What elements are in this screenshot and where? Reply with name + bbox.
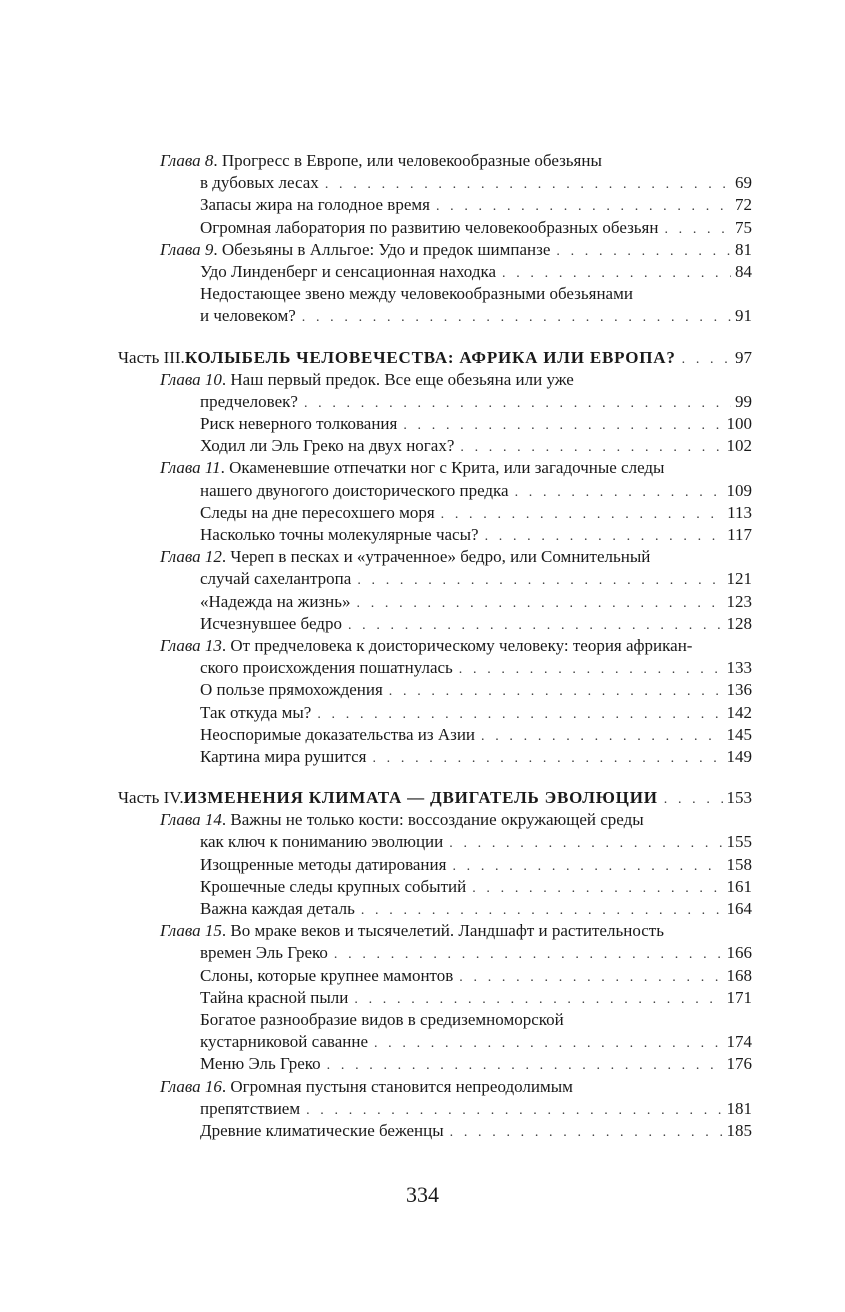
dot-leader	[361, 900, 723, 922]
toc-line	[118, 480, 752, 502]
toc-line	[118, 1031, 752, 1053]
toc-line	[118, 987, 752, 1009]
page-number: 161	[726, 876, 752, 896]
chapter-label: Глава 16	[160, 1076, 222, 1096]
page-number: 97	[735, 347, 752, 367]
section-title-cont: кустарниковой саванне	[200, 1032, 368, 1052]
toc-line	[118, 457, 752, 479]
chapter-title-cont: как ключ к пониманию эволюции	[200, 832, 444, 852]
section-title: Слоны, которые крупнее мамонтов	[200, 965, 454, 985]
section-title: Так откуда мы?	[200, 702, 312, 722]
section-title: Насколько точны молекулярные часы?	[200, 525, 479, 544]
page-number: 109	[726, 480, 752, 500]
section-title: Крошечные следы крупных событий	[200, 876, 467, 896]
dot-leader	[449, 833, 722, 855]
page-number: 133	[726, 658, 752, 678]
toc-line	[118, 150, 752, 172]
dot-leader	[304, 393, 731, 415]
dot-leader	[389, 681, 723, 703]
page-number: 99	[735, 391, 752, 411]
chapter-label: Глава 11	[160, 458, 221, 478]
page-number: 164	[726, 899, 752, 918]
chapter-title: . Огромная пустыня становится непреодолимым	[221, 1076, 573, 1096]
page-number: 75	[735, 217, 752, 237]
dot-leader	[357, 593, 723, 615]
dot-leader	[334, 944, 723, 966]
chapter-label: Глава 13	[160, 635, 222, 655]
dot-leader	[472, 878, 722, 900]
toc-line	[118, 746, 752, 768]
page-folio: 334	[406, 1182, 439, 1207]
page-number: 158	[726, 854, 752, 874]
part-title: ИЗМЕНЕНИЯ КЛИМАТА — ДВИГАТЕЛЬ ЭВОЛЮЦИИ	[183, 788, 658, 808]
dot-leader	[317, 704, 722, 726]
chapter-title: . Окаменевшие отпечатки ног с Крита, или загадочные следы	[220, 458, 665, 478]
toc-line	[118, 854, 752, 876]
dot-leader	[325, 174, 731, 196]
part-label: Часть IV.	[118, 788, 184, 808]
page-number: 128	[726, 613, 752, 633]
section-title: Меню Эль Греко	[200, 1054, 321, 1074]
toc-line	[118, 194, 752, 216]
toc-line	[118, 679, 752, 701]
toc-line	[118, 391, 752, 413]
toc-line	[118, 942, 752, 964]
toc-part-line	[118, 787, 752, 809]
dot-leader	[664, 219, 731, 241]
dot-leader	[450, 1122, 723, 1144]
section-title: О пользе прямохождения	[200, 680, 383, 700]
dot-leader	[327, 1055, 723, 1077]
chapter-title: . Прогресс в Европе, или человекообразные обезьяны	[213, 151, 602, 170]
section-title: Изощренные методы датирования	[200, 854, 447, 874]
chapter-title-cont: ского происхождения пошатнулась	[200, 658, 453, 678]
chapter-title-cont: случай сахелантропа	[200, 569, 352, 589]
toc-line	[118, 724, 752, 746]
toc-line	[118, 657, 752, 679]
toc-line	[118, 283, 752, 305]
page-number: 84	[735, 261, 752, 281]
toc-line	[118, 920, 752, 942]
page-number: 149	[726, 746, 752, 766]
page-number: 176	[726, 1054, 752, 1074]
section-title: Ходил ли Эль Греко на двух ногах?	[200, 436, 455, 456]
chapter-label: Глава 10	[160, 369, 222, 389]
dot-leader	[374, 1033, 723, 1055]
section-title: Недостающее звено между человекообразными обезьянами	[200, 284, 633, 304]
toc-line	[118, 1009, 752, 1031]
page-number: 155	[726, 832, 752, 852]
chapter-title-cont: предчеловек?	[200, 391, 298, 411]
dot-leader	[436, 196, 731, 218]
page-number: 174	[726, 1032, 752, 1052]
toc-line	[118, 239, 752, 261]
chapter-label: Глава 8	[160, 151, 214, 170]
section-title: Удо Линденберг и сенсационная находка	[200, 261, 497, 281]
chapter-title: . Наш первый предок. Все еще обезьяна или уже	[221, 369, 574, 389]
chapter-title: . Обезьяны в Алльгое: Удо и предок шимпанзе	[213, 239, 551, 259]
page-number: 100	[726, 414, 752, 434]
dot-leader	[459, 967, 722, 989]
chapter-label: Глава 15	[160, 921, 222, 941]
dot-leader	[372, 748, 722, 770]
dot-leader	[302, 307, 731, 329]
toc-line	[118, 809, 752, 831]
toc-line	[118, 568, 752, 590]
chapter-label: Глава 9	[160, 239, 214, 259]
page-number: 121	[726, 569, 752, 589]
section-title-cont: и человеком?	[200, 306, 296, 326]
section-title: Риск неверного толкования	[200, 414, 398, 434]
section-title: Неоспоримые доказательства из Азии	[200, 724, 476, 744]
dot-leader	[485, 526, 724, 548]
dot-leader	[481, 726, 722, 748]
toc-line	[118, 369, 752, 391]
page-number: 145	[726, 724, 752, 744]
dot-leader	[403, 415, 722, 437]
toc-line	[118, 305, 752, 327]
toc-line	[118, 217, 752, 239]
chapter-title-cont: времен Эль Греко	[200, 943, 328, 963]
section-title: Огромная лаборатория по развитию человекообразных обезьян	[200, 217, 659, 237]
page-number: 136	[726, 680, 752, 700]
dot-leader	[441, 504, 723, 526]
toc-line	[118, 172, 752, 194]
toc-line	[118, 1076, 752, 1098]
dot-leader	[459, 659, 723, 681]
section-title: Исчезнувшее бедро	[200, 613, 342, 633]
chapter-label: Глава 12	[160, 547, 222, 567]
dot-leader	[502, 263, 731, 285]
chapter-label: Глава 14	[160, 810, 222, 830]
page-number: 91	[735, 306, 752, 326]
toc-line	[118, 831, 752, 853]
page-number: 72	[735, 195, 752, 215]
page-number: 113	[727, 502, 752, 522]
page-number: 168	[726, 965, 752, 985]
toc-line	[118, 1098, 752, 1120]
page-number: 81	[735, 239, 752, 259]
page-number: 153	[726, 788, 752, 808]
toc-line	[118, 546, 752, 568]
section-title: Богатое разнообразие видов в средиземноморской	[200, 1009, 564, 1029]
dot-leader	[354, 989, 722, 1011]
dot-leader	[357, 570, 722, 592]
page-number: 185	[726, 1120, 752, 1140]
page-number: 102	[726, 436, 752, 456]
section-title: Древние климатические беженцы	[200, 1120, 444, 1140]
page-number: 142	[726, 702, 752, 722]
page-number: 171	[726, 987, 752, 1007]
toc-line	[118, 435, 752, 457]
toc-line	[118, 702, 752, 724]
toc-line	[118, 965, 752, 987]
dot-leader	[452, 856, 722, 878]
chapter-title: . Важны не только кости: воссоздание окружающей среды	[221, 810, 644, 830]
dot-leader	[348, 615, 723, 637]
chapter-title-cont: в дубовых лесах	[200, 173, 319, 193]
toc-line	[118, 524, 752, 546]
page-number: 123	[726, 591, 752, 611]
chapter-title-cont: препятствием	[200, 1098, 301, 1118]
dot-leader	[682, 349, 731, 371]
dot-leader	[306, 1100, 722, 1122]
page-number: 117	[727, 525, 752, 544]
page-number: 69	[735, 173, 752, 193]
part-title: КОЛЫБЕЛЬ ЧЕЛОВЕЧЕСТВА: АФРИКА ИЛИ ЕВРОПА?	[184, 347, 676, 367]
section-title: Тайна красной пыли	[200, 987, 349, 1007]
toc-line	[118, 413, 752, 435]
toc-line	[118, 591, 752, 613]
part-label: Часть III.	[118, 347, 185, 367]
section-title: Запасы жира на голодное время	[200, 195, 430, 215]
toc-line	[118, 1053, 752, 1075]
page-number: 181	[726, 1098, 752, 1118]
page-number: 166	[726, 943, 752, 963]
section-title: Картина мира рушится	[200, 746, 367, 766]
chapter-title: . Череп в песках и «утраченное» бедро, или Сомнительный	[221, 547, 651, 567]
dot-leader	[460, 437, 722, 459]
chapter-title: . Во мраке веков и тысячелетий. Ландшафт и растительность	[221, 921, 664, 941]
toc-line	[118, 261, 752, 283]
dot-leader	[515, 482, 723, 504]
toc-line	[118, 613, 752, 635]
section-title: «Надежда на жизнь»	[200, 591, 351, 611]
section-title: Следы на дне пересохшего моря	[200, 502, 435, 522]
toc-line	[118, 898, 752, 920]
dot-leader	[664, 789, 723, 811]
toc-line	[118, 635, 752, 657]
toc-line	[118, 1120, 752, 1142]
section-title: Важна каждая деталь	[200, 899, 355, 918]
chapter-title-cont: нашего двуногого доисторического предка	[200, 480, 509, 500]
table-of-contents	[118, 150, 752, 1142]
dot-leader	[556, 241, 731, 263]
toc-part-line	[118, 347, 752, 369]
chapter-title: . От предчеловека к доисторическому человеку: теория африкан-	[221, 635, 693, 655]
toc-line	[118, 502, 752, 524]
toc-line	[118, 876, 752, 898]
